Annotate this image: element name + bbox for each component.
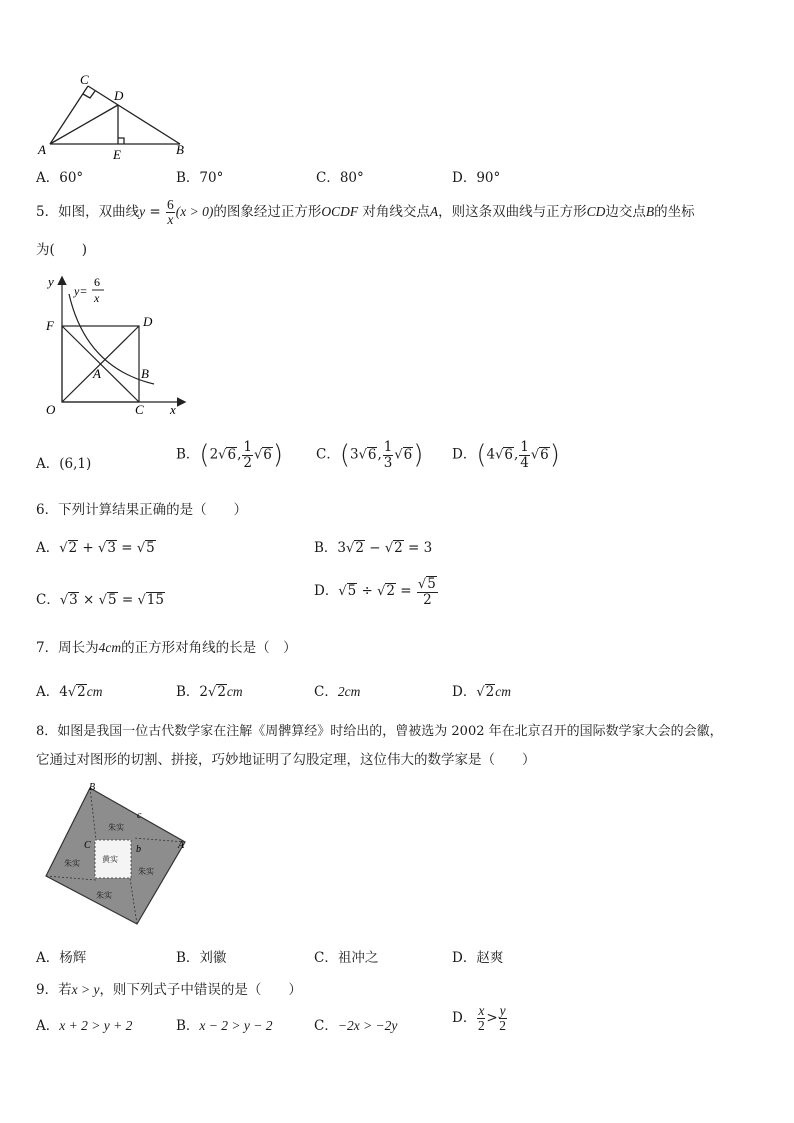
label-F: F <box>46 318 54 333</box>
triangle-figure <box>30 70 200 165</box>
q8-option-d[interactable]: D．赵爽 <box>452 950 504 966</box>
q9-stem: 9．若x > y，则下列式子中错误的是（ ） <box>36 982 302 998</box>
q6-option-b[interactable]: B．3√2 − √2 = 3 <box>314 540 433 556</box>
q7-option-a[interactable]: A．4√2cm <box>36 684 103 700</box>
label-B: B <box>89 782 96 793</box>
label-D: D <box>114 88 124 103</box>
label-zhushi-4: 朱实 <box>96 891 112 900</box>
label-C: C <box>80 72 89 87</box>
q5-stem-line2: 为( ) <box>36 242 88 258</box>
q4-option-c[interactable]: C．80° <box>316 170 364 186</box>
q5-stem: 5．如图，双曲线y = $\frac{6}{x}$ (x > 0)的图象经过正方形OCDF 对角线交点A，则这条双曲线与正方形CD边交点B的坐标 <box>36 197 695 228</box>
q6-option-d[interactable]: D．√5 ÷ √2 = $\frac{√5}{2}$ <box>314 576 436 608</box>
q5-option-d[interactable]: D．(4√6, $\frac{1}{4}$ √6) <box>452 439 560 471</box>
q4-option-d[interactable]: D．90° <box>452 170 501 186</box>
q9-option-a[interactable]: A．x + 2 > y + 2 <box>36 1018 133 1034</box>
label-c: c <box>137 810 142 821</box>
q8-option-a[interactable]: A．杨辉 <box>36 950 87 966</box>
curve-eq-num: 6 <box>94 275 100 289</box>
label-A: A <box>93 366 101 381</box>
q5-option-c[interactable]: C．(3√6, $\frac{1}{3}$ √6) <box>316 439 424 471</box>
q9-option-d[interactable]: D． $\frac{x}{2}$ > $\frac{y}{2}$ <box>452 1003 507 1034</box>
q8-option-c[interactable]: C．祖冲之 <box>314 950 379 966</box>
q8-stem-line1: 8．如图是我国一位古代数学家在注解《周髀算经》时给出的，曾被选为 2002 年在北京召开的国际数学家大会的会徽， <box>36 724 723 739</box>
label-A: A <box>178 840 185 851</box>
q8-option-b[interactable]: B．刘徽 <box>176 950 227 966</box>
label-B: B <box>176 142 184 157</box>
label-zhushi-1: 朱实 <box>108 823 124 832</box>
label-C: C <box>84 840 91 851</box>
q9-option-b[interactable]: B．x − 2 > y − 2 <box>176 1018 273 1034</box>
label-O: O <box>46 402 56 417</box>
curve-eq-y: y= <box>74 284 88 298</box>
label-E: E <box>113 147 121 162</box>
label-B: B <box>141 366 149 381</box>
axis-y-label: y <box>48 274 54 289</box>
q5-option-b[interactable]: B．(2√6, $\frac{1}{2}$ √6) <box>176 439 283 471</box>
q4-option-a[interactable]: A．60° <box>36 170 84 186</box>
q4-option-b[interactable]: B．70° <box>176 170 224 186</box>
label-b: b <box>136 844 141 855</box>
label-D: D <box>143 314 153 329</box>
q7-option-d[interactable]: D．√2cm <box>452 684 511 700</box>
label-huangshi: 黄实 <box>102 855 118 864</box>
q7-option-c[interactable]: C．2cm <box>314 684 361 700</box>
q9-option-c[interactable]: C．−2x > −2y <box>314 1018 398 1034</box>
hyperbola-square-figure <box>36 268 196 420</box>
q6-stem: 6．下列计算结果正确的是（ ） <box>36 502 248 518</box>
q8-stem-line2: 它通过对图形的切割、拼接，巧妙地证明了勾股定理，这位伟大的数学家是（ ） <box>36 752 536 768</box>
q6-option-a[interactable]: A．√2 + √3 = √5 <box>36 540 155 556</box>
label-C: C <box>135 402 144 417</box>
axis-x-label: x <box>170 402 176 417</box>
curve-eq-den: x <box>94 291 100 305</box>
q7-option-b[interactable]: B．2√2cm <box>176 684 243 700</box>
q5-option-a[interactable]: A．(6,1) <box>36 456 92 472</box>
zhao-shuang-diagram <box>40 780 200 930</box>
q6-option-c[interactable]: C．√3 × √5 = √15 <box>36 592 164 608</box>
q7-stem: 7．周长为4cm的正方形对角线的长是（ ） <box>36 640 297 656</box>
label-A: A <box>38 142 46 157</box>
label-zhushi-3: 朱实 <box>138 867 154 876</box>
label-zhushi-2: 朱实 <box>64 859 80 868</box>
